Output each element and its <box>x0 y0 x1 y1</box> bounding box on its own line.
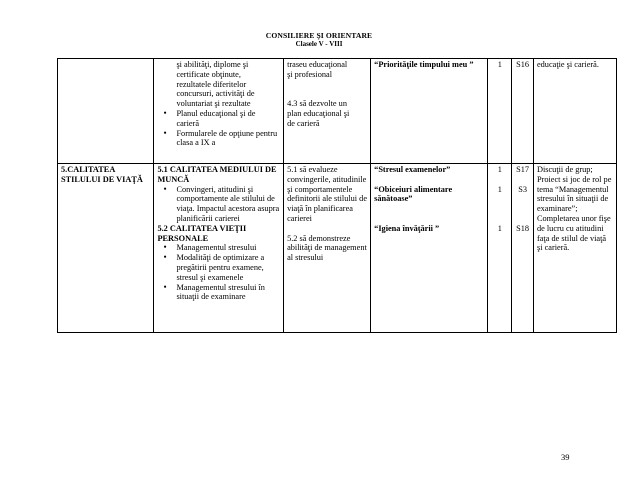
hours-value: 1 <box>497 223 502 233</box>
competence-line: 4.3 să dezvolte un <box>287 99 347 109</box>
method-cell: educaţie şi carieră. <box>533 59 616 164</box>
content-line: rezultatele diferitelor <box>176 79 247 89</box>
content-cell <box>154 164 284 333</box>
content-cell <box>154 59 284 164</box>
week-value: S17 <box>516 165 530 174</box>
content-line: certificate obţinute, <box>176 69 241 79</box>
unit-cell: 5.CALITATEA STILULUI DE VIAŢĂ <box>58 164 154 333</box>
hours-value: 1 <box>497 165 502 174</box>
activity-title: “Obiceiuri alimentare sănătoase” <box>374 184 453 204</box>
content-bullet-list <box>157 243 280 302</box>
content-line: concursuri, activităţi de <box>176 89 255 99</box>
hours-value: 1 <box>497 184 502 194</box>
hours-cell: 1 <box>488 59 512 164</box>
week-value: S18 <box>516 223 530 233</box>
competence-line: plan educaţional şi <box>287 108 350 118</box>
table-row <box>58 164 617 333</box>
section-title: 5.2 CALITATEA VIEŢII PERSONALE <box>157 223 247 243</box>
document-title: CONSILIERE ŞI ORIENTARE <box>265 31 373 40</box>
page-number: 39 <box>561 452 570 462</box>
content-line: voluntariat şi rezultate <box>176 99 251 109</box>
competence-cell <box>284 59 371 164</box>
content-bullet-list <box>157 109 280 148</box>
list-item: • Managementul stresului <box>157 243 280 253</box>
list-item: • Modalităţi de optimizare a pregătirii pentru examene, stresul şi examenele <box>157 253 280 282</box>
list-item: • Convingeri, atitudini şi comportamente ale stilului de viaţa. Impactul acestora asupra planificării carierei <box>157 185 280 224</box>
week-value: S3 <box>518 184 527 194</box>
curriculum-table <box>57 58 617 333</box>
method-cell: Discuţii de grup; Proiect si joc de rol pe tema “Managementul stresului în situaţii de examinare”; Completarea unor fişe de lucru cu atitudini faţa de stilul de viaţă şi carieră. <box>533 164 616 333</box>
competence-line: şi profesional <box>287 69 332 79</box>
list-item: • Formularele de opţiune pentru clasa a IX a <box>157 129 280 149</box>
competence-line: de carieră <box>287 118 320 128</box>
activity-title: “Igiena învăţării ” <box>374 223 440 233</box>
competence-line: traseu educaţional <box>287 60 348 69</box>
competence-text: 5.1 să evalueze convingerile, atitudinile şi comportamentele definitorii ale stilului de viaţă în planificarea carierei <box>287 165 368 223</box>
list-item: • Planul educaţional şi de carieră <box>157 109 280 129</box>
activity-title: “Stresul examenelor” <box>374 165 451 174</box>
week-cell: S16 <box>512 59 534 164</box>
document-subtitle: Clasele V - VIII <box>295 40 343 48</box>
activity-cell <box>371 164 488 333</box>
section-title: 5.1 CALITATEA MEDIULUI DE MUNCĂ <box>157 165 277 184</box>
unit-cell <box>58 59 154 164</box>
activity-cell: “Priorităţile timpului meu ” <box>371 59 488 164</box>
competence-cell <box>284 164 371 333</box>
table-row <box>58 59 617 164</box>
hours-cell <box>488 164 512 333</box>
week-cell <box>512 164 534 333</box>
content-line: şi abilităţi, diplome şi <box>176 60 249 69</box>
competence-text: 5.2 să demonstreze abilităţi de management al stresului <box>287 233 367 263</box>
list-item: • Managementul stresului în situaţii de examinare <box>157 283 280 303</box>
content-bullet-list <box>157 185 280 224</box>
